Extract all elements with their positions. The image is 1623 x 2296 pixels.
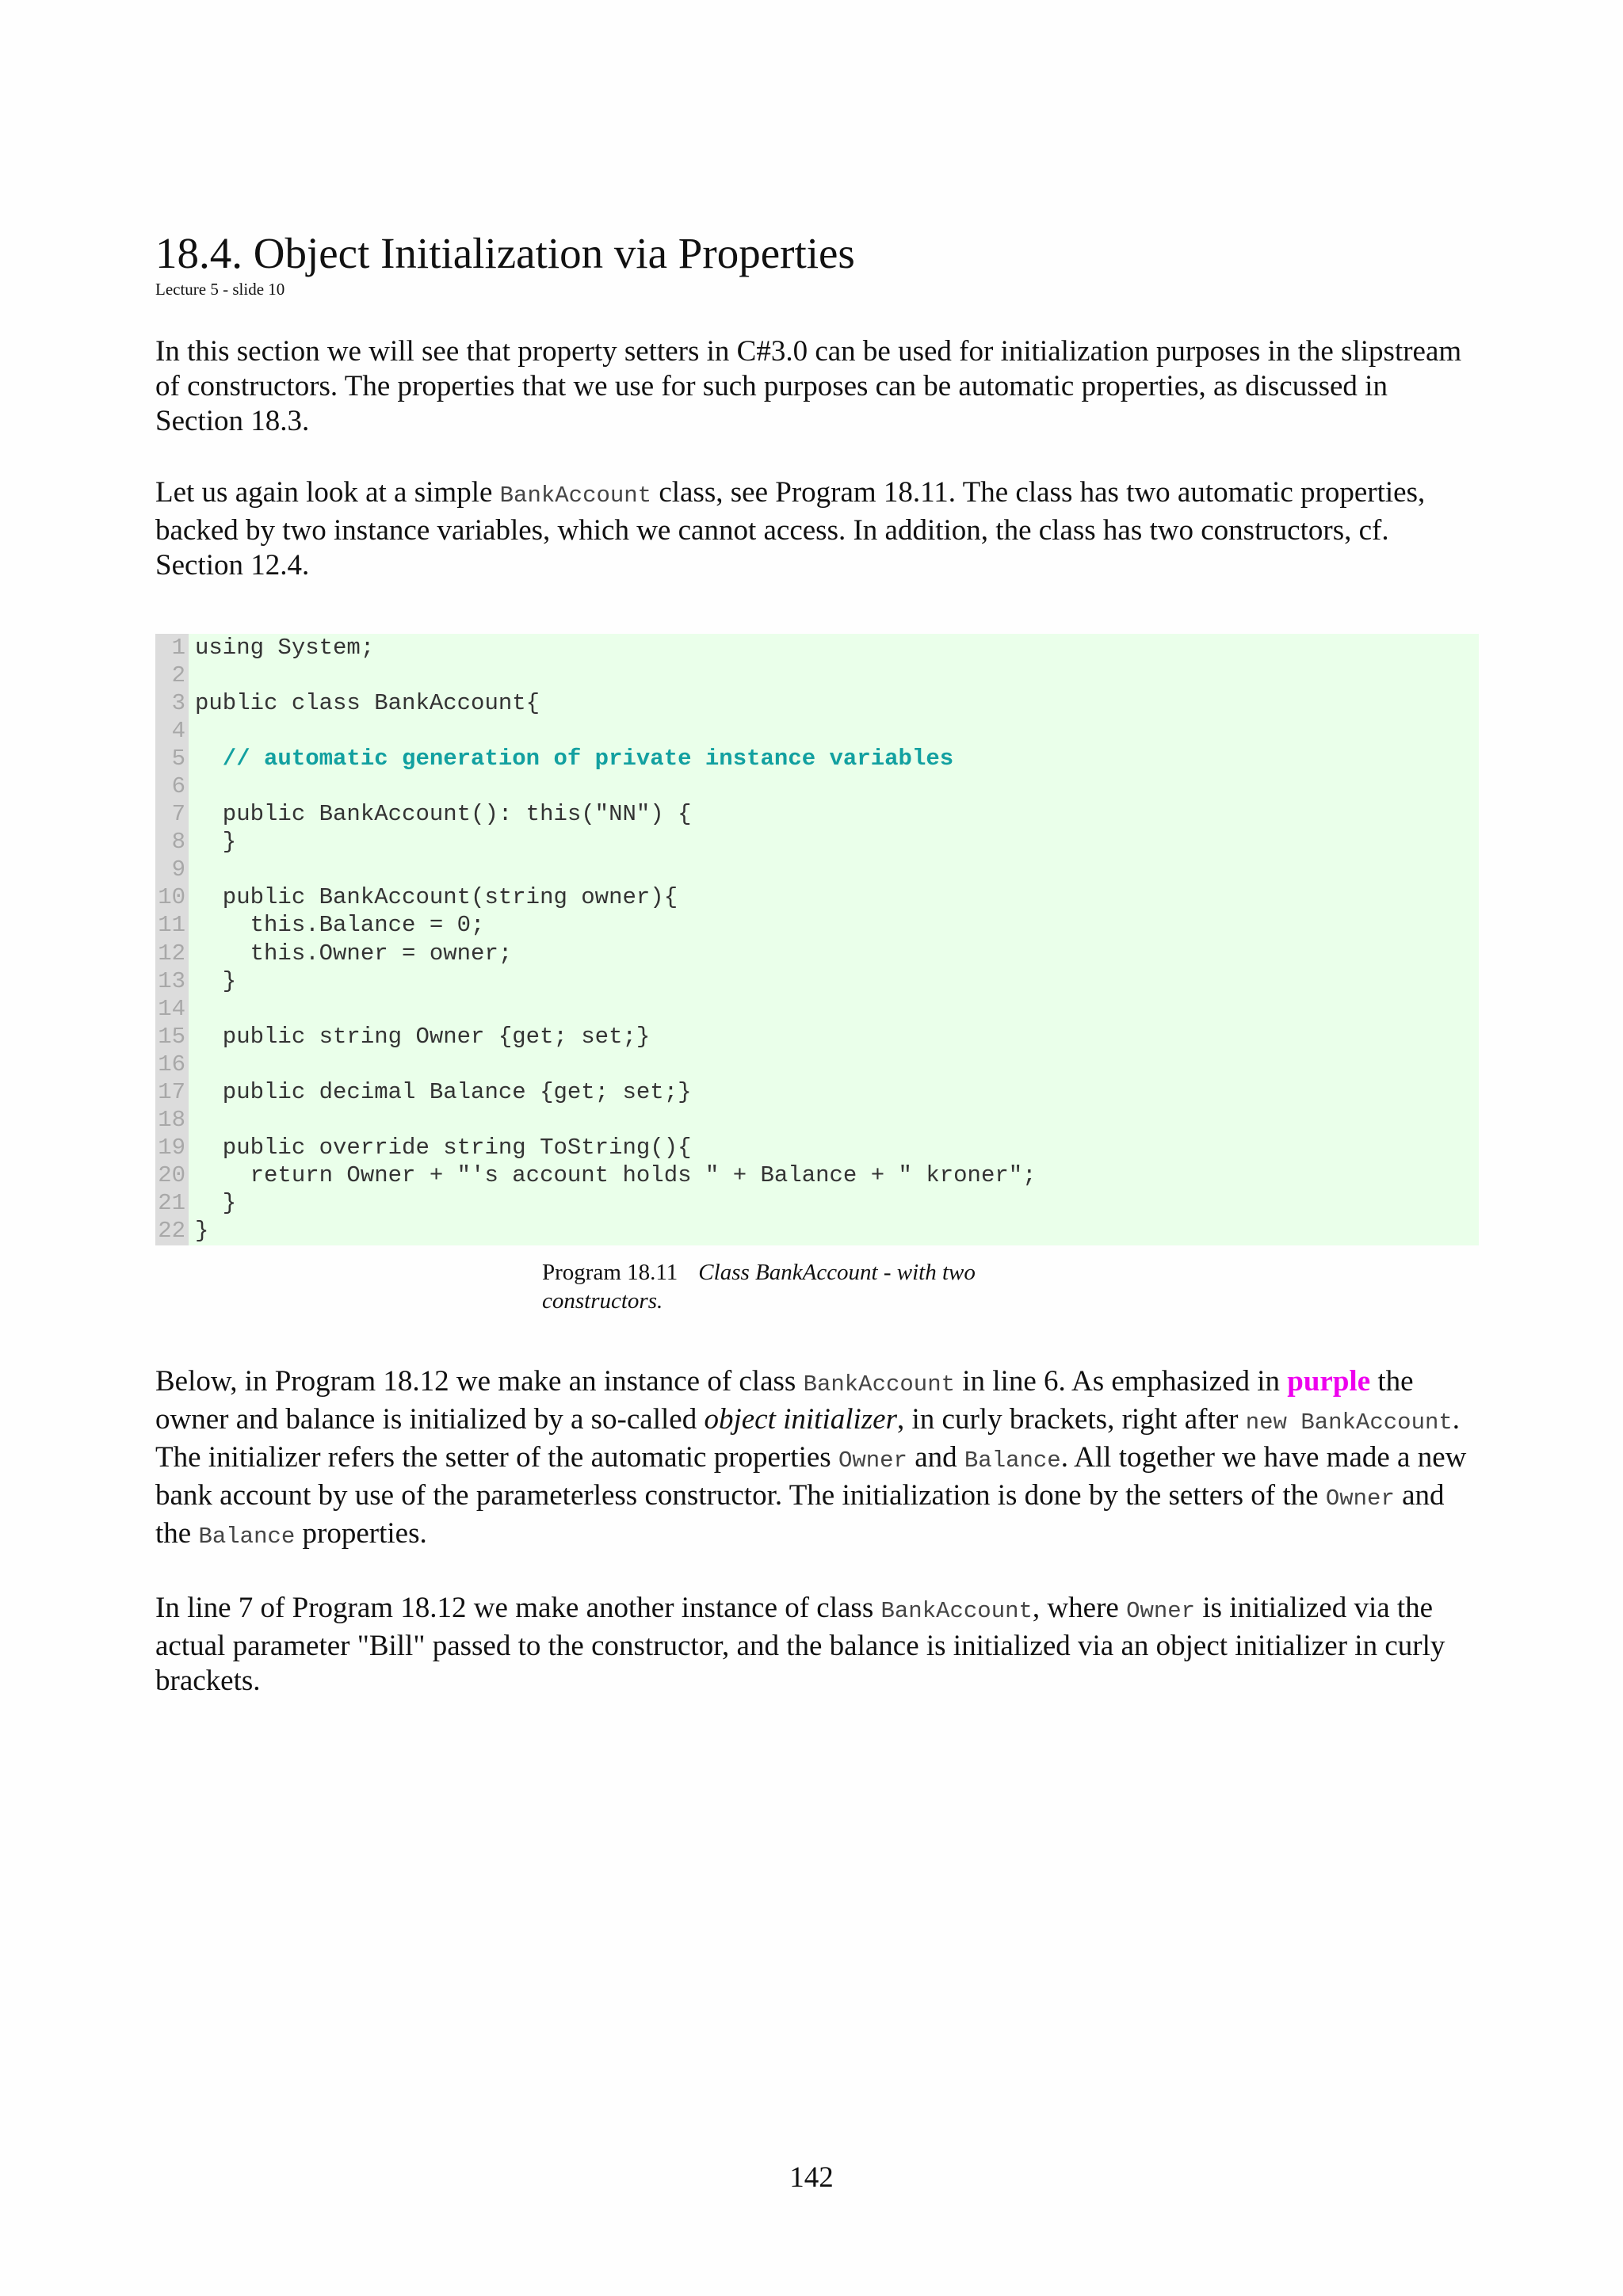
line-number: 1: [171, 634, 185, 661]
line-number: 12: [158, 940, 185, 967]
line-number: 15: [158, 1023, 185, 1050]
text: . All together we have made a new bank account by use of the parameterless constructor. The initialization is done by the setters of the: [155, 1440, 1467, 1512]
line-number: 9: [171, 856, 185, 883]
text: in line 6. As emphasized in: [955, 1364, 1288, 1398]
code-listing: [155, 634, 1479, 1245]
line-number: 22: [158, 1218, 185, 1245]
line-number: 21: [158, 1190, 185, 1217]
code-line: return Owner + "'s account holds " + Balance + " kroner";: [195, 1162, 1037, 1189]
inline-code: BankAccount: [880, 1597, 1033, 1624]
inline-code: Owner: [838, 1447, 907, 1474]
line-number: 7: [171, 801, 185, 828]
code-line: [195, 1106, 1037, 1134]
text: , in curly brackets, right after: [897, 1402, 1246, 1436]
caption-title: Class BankAccount - with two constructors.: [542, 1259, 976, 1314]
text: is initialized via the actual parameter "Bill" passed to the constructor, and the balance is initialized via an object initializer in curly brackets.: [155, 1591, 1445, 1697]
line-number: 13: [158, 967, 185, 994]
paragraph-object-initializer: [155, 1364, 1479, 1554]
inline-code: BankAccount: [499, 482, 652, 509]
page-content: [155, 230, 1479, 1699]
code-line: this.Balance = 0;: [195, 912, 485, 939]
code-line: public BankAccount(): this("NN") {: [195, 801, 692, 828]
line-number: 11: [158, 912, 185, 939]
inline-code: BankAccount: [803, 1371, 955, 1398]
program-caption: [542, 1258, 1033, 1315]
line-number-gutter: [155, 634, 189, 1245]
code-line: }: [195, 967, 237, 994]
paragraph-intro: In this section we will see that property setters in C#3.0 can be used for initialization purposes in the slipstream of constructors. The properties that we use for such purposes can be automatic properties, as discussed in Section 18.3.: [155, 334, 1462, 437]
text: the owner and balance is initialized by a so-called: [155, 1364, 1414, 1436]
code-line: [195, 995, 1037, 1023]
line-number: 14: [158, 995, 185, 1022]
line-number: 8: [171, 829, 185, 856]
line-number: 16: [158, 1051, 185, 1077]
code-line: [195, 856, 1037, 883]
line-number: 20: [158, 1162, 185, 1189]
inline-code: Balance: [198, 1523, 296, 1550]
section-title: 18.4. Object Initialization via Properties: [155, 229, 855, 277]
inline-code: Balance: [964, 1447, 1061, 1474]
line-number: 17: [158, 1079, 185, 1105]
text: class, see Program 18.11. The class has two automatic properties, backed by two instance variables, which we cannot access. In addition, the class has two constructors, cf. Section 12.4.: [155, 475, 1426, 582]
code-line: [195, 717, 1037, 745]
code-lines: [189, 634, 1037, 1245]
text: and the: [155, 1478, 1445, 1550]
paragraph-second-instance: [155, 1591, 1479, 1699]
text: . The initializer refers the setter of the automatic properties: [155, 1402, 1461, 1474]
code-line: using System;: [195, 634, 375, 661]
emphasis: object initializer: [704, 1402, 898, 1436]
inline-code: new BankAccount: [1245, 1409, 1453, 1436]
text: , where: [1032, 1591, 1127, 1624]
page-number: 142: [789, 2161, 834, 2194]
code-line: public string Owner {get; set;}: [195, 1023, 651, 1050]
text: and: [907, 1440, 964, 1474]
paragraph-bankaccount: [155, 475, 1479, 583]
code-line: [195, 662, 1037, 689]
code-line: // automatic generation of private instance variables: [195, 745, 954, 772]
line-number: 19: [158, 1135, 185, 1161]
text: properties.: [295, 1516, 427, 1550]
purple-emphasis: purple: [1287, 1364, 1371, 1398]
code-line: public BankAccount(string owner){: [195, 884, 678, 911]
code-line: public class BankAccount{: [195, 689, 540, 716]
code-line: }: [195, 829, 237, 856]
code-line: }: [195, 1190, 237, 1217]
line-number: 10: [158, 884, 185, 911]
code-line: [195, 772, 1037, 800]
code-line: [195, 1051, 1037, 1078]
line-number: 2: [171, 662, 185, 688]
slide-reference: Lecture 5 - slide 10: [155, 279, 285, 299]
text: Let us again look at a simple: [155, 475, 500, 509]
line-number: 3: [171, 689, 185, 716]
text: In line 7 of Program 18.12 we make another instance of class: [155, 1591, 881, 1624]
inline-code: Owner: [1126, 1597, 1196, 1624]
caption-label: Program 18.11: [542, 1259, 678, 1285]
line-number: 6: [171, 772, 185, 799]
line-number: 5: [171, 745, 185, 772]
code-line: public decimal Balance {get; set;}: [195, 1079, 692, 1105]
line-number: 4: [171, 717, 185, 744]
code-line: }: [195, 1218, 209, 1245]
code-line: public override string ToString(){: [195, 1135, 692, 1161]
code-line: this.Owner = owner;: [195, 940, 513, 967]
text: Below, in Program 18.12 we make an instance of class: [155, 1364, 804, 1398]
line-number: 18: [158, 1107, 185, 1134]
inline-code: Owner: [1325, 1485, 1395, 1512]
